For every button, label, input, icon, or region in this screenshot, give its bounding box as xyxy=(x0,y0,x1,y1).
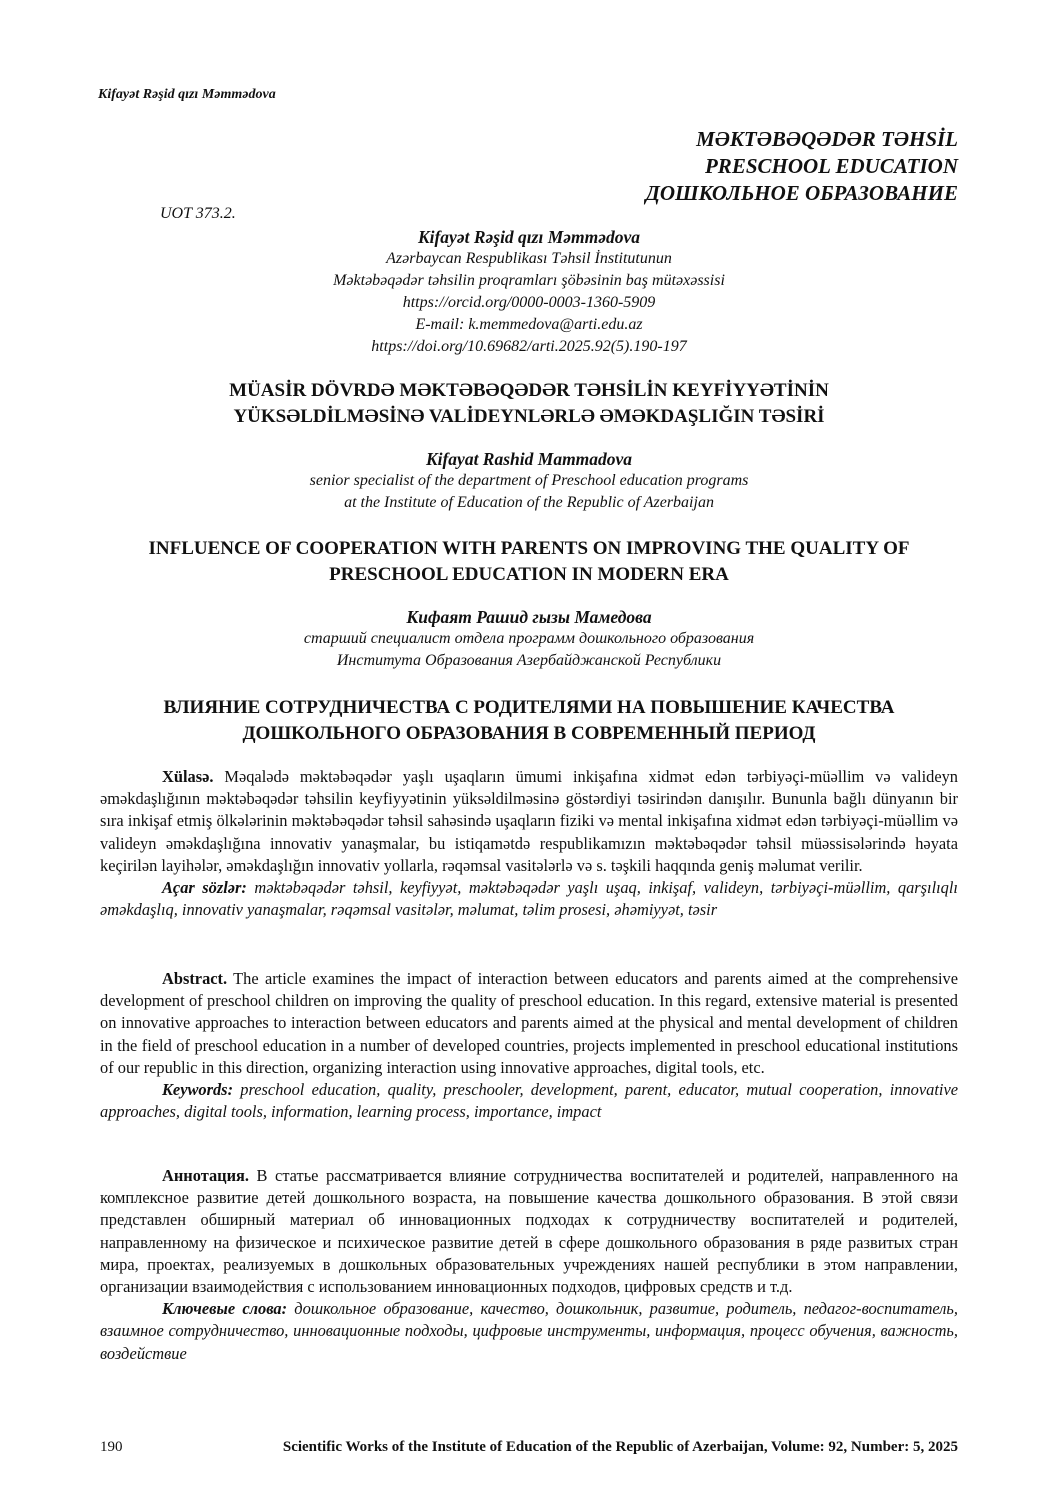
running-head: Kifayət Rəşid qızı Məmmədova xyxy=(98,87,276,102)
abstract-text: The article examines the impact of interaction between educators and parents aimed at the comprehensive development of preschool children on improving the quality of preschool education. In this regard, extensive material is presented on innovative approaches to interaction between educators and parents aimed at the physical and mental development of children in the field of preschool education in a number of developed countries, projects implemented in preschool educational institutions of our republic in this direction, organizing interaction using innovative approaches, digital tools, etc. xyxy=(100,969,958,1077)
abstract-label: Аннотация. xyxy=(162,1166,250,1185)
affiliation-line: Məktəbəqədər təhsilin proqramları şöbəsinin baş mütəxəssisi xyxy=(333,272,725,289)
email-link[interactable]: E-mail: k.memmedova@arti.edu.az xyxy=(415,316,643,333)
affiliation-line: at the Institute of Education of the Republic of Azerbaijan xyxy=(344,494,714,511)
title-az xyxy=(100,378,958,430)
title-line: PRESCHOOL EDUCATION IN MODERN ERA xyxy=(329,564,729,585)
abstract-paragraph xyxy=(100,968,958,1079)
abstract-paragraph xyxy=(100,766,958,877)
keywords-label: Açar sözlər: xyxy=(162,878,247,898)
abstract-text: В статье рассматривается влияние сотрудничества воспитателей и родителей, направленного на комплексное развитие детей дошкольного возраста, на повышение качества дошкольного образования. В этой связи представлен обширный материал об инновационных подходах к сотрудничеству воспитателей и родителей, направленному на физическое и психическое развитие детей в сфере дошкольного образования в ряде развитых стран мира, проектах, реализуемых в дошкольных образовательных учреждениях нашей республики в этом направлении, организации взаимодействия с использованием инновационных подходов, цифровых средств и т.д. xyxy=(100,1166,958,1297)
title-line: ДОШКОЛЬНОГО ОБРАЗОВАНИЯ В СОВРЕМЕННЫЙ ПЕРИОД xyxy=(242,723,816,744)
abstract-az xyxy=(100,766,958,921)
page-number: 190 xyxy=(100,1439,123,1455)
abstract-paragraph xyxy=(100,1165,958,1298)
keywords-text: preschool education, quality, preschooler, development, parent, educator, mutual cooperation, innovative approaches, digital tools, information, learning process, importance, impact xyxy=(100,1080,958,1122)
keywords-text: дошкольное образование, качество, дошкольник, развитие, родитель, педагог-воспитатель, взаимное сотрудничество, инновационные подходы, цифровые инструменты, информация, процесс обучения, важность, воздействие xyxy=(100,1299,958,1363)
author-block-en xyxy=(100,448,958,514)
doi-link[interactable]: https://doi.org/10.69682/arti.2025.92(5).190-197 xyxy=(371,338,687,355)
section-title xyxy=(646,126,959,207)
title-ru xyxy=(100,695,958,747)
keywords-paragraph xyxy=(100,1298,958,1365)
title-line: ВЛИЯНИЕ СОТРУДНИЧЕСТВА С РОДИТЕЛЯМИ НА ПОВЫШЕНИЕ КАЧЕСТВА xyxy=(163,697,895,718)
abstract-en xyxy=(100,968,958,1123)
abstract-label: Abstract. xyxy=(162,969,228,988)
affiliation-line: Azərbaycan Respublikası Təhsil İnstitutunun xyxy=(386,250,672,267)
section-title-ru: ДОШКОЛЬНОЕ ОБРАЗОВАНИЕ xyxy=(645,181,958,205)
keywords-paragraph xyxy=(100,1079,958,1123)
title-line: YÜKSƏLDİLMƏSİNƏ VALİDEYNLƏRLƏ ƏMƏKDAŞLIĞIN TƏSİRİ xyxy=(233,406,825,427)
orcid-link[interactable]: https://orcid.org/0000-0003-1360-5909 xyxy=(402,294,656,311)
affiliation-line: старший специалист отдела программ дошкольного образования xyxy=(303,630,755,647)
section-title-az: MƏKTƏBƏQƏDƏR TƏHSİL xyxy=(696,127,958,151)
author-name-ru: Кифаят Рашид гызы Мамедова xyxy=(406,607,652,627)
journal-citation: Scientific Works of the Institute of Education of the Republic of Azerbaijan, Volume: 92, Number: 5, 2025 xyxy=(282,1439,958,1455)
author-block-ru xyxy=(100,606,958,672)
udc-code: UOT 373.2. xyxy=(160,205,236,222)
affiliation-line: Института Образования Азербайджанской Республики xyxy=(336,652,722,669)
title-line: INFLUENCE OF COOPERATION WITH PARENTS ON IMPROVING THE QUALITY OF xyxy=(148,538,910,559)
author-name-az: Kifayət Rəşid qızı Məmmədova xyxy=(417,227,641,247)
abstract-text: Məqalədə məktəbəqədər yaşlı uşaqların ümumi inkişafına xidmət edən tərbiyəçi-müəllim və valideyn əməkdaşlığının məktəbəqədər təhsilin keyfiyyətinin yüksəldilməsinə göstərdiyi təsirindən danışılır. Bununla bağlı dünyanın bir sıra inkişaf etmiş ölkələrinin məktəbəqədər təhsil sahəsində uşaqların fiziki və mental inkişafına xidmət edən tərbiyəçi-müəllim və valideyn əməkdaşlığına innovativ yanaşmalar, bu istiqamətdə respublikamızın məktəbəqədər təhsil müəssisələrində həyata keçirilən layihələr, əməkdaşlığın innovativ yollarla, rəqəmsal vasitələrlə və s. təşkili haqqında geniş məlumat verilir. xyxy=(100,767,958,875)
author-name-en: Kifayat Rashid Mammadova xyxy=(425,449,633,469)
keywords-text: məktəbəqədər təhsil, keyfiyyət, məktəbəqədər yaşlı uşaq, inkişaf, valideyn, tərbiyəçi-müəllim, qarşılıqlı əməkdaşlıq, innovativ yanaşmalar, rəqəmsal vasitələr, məlumat, təlim prosesi, əhəmiyyət, təsir xyxy=(100,878,958,920)
keywords-paragraph xyxy=(100,877,958,921)
abstract-ru xyxy=(100,1165,958,1365)
abstract-label: Xülasə. xyxy=(162,767,214,786)
keywords-label: Ключевые слова: xyxy=(162,1299,288,1319)
affiliation-line: senior specialist of the department of Preschool education programs xyxy=(309,472,749,489)
title-line: MÜASİR DÖVRDƏ MƏKTƏBƏQƏDƏR TƏHSİLİN KEYFİYYƏTİNİN xyxy=(229,380,829,401)
section-title-en: PRESCHOOL EDUCATION xyxy=(704,154,958,178)
keywords-label: Keywords: xyxy=(162,1080,234,1100)
author-block-az xyxy=(100,226,958,358)
title-en xyxy=(100,536,958,588)
